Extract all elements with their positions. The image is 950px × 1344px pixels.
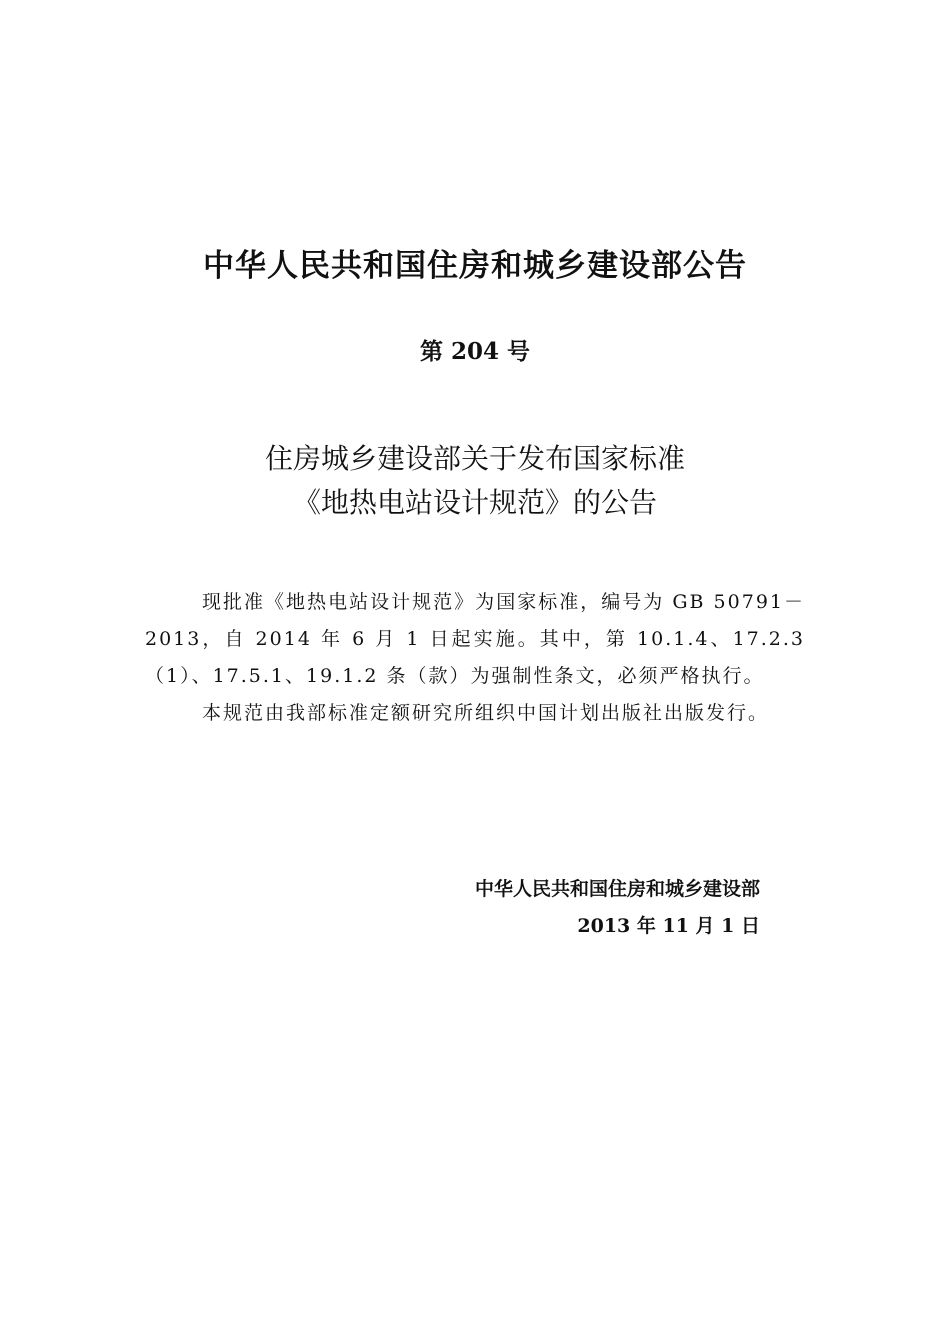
body-paragraph-approval: 现批准《地热电站设计规范》为国家标准，编号为 GB 50791－2013，自 2014 年 6 月 1 日起实施。其中，第 10.1.4、17.2.3（1）、17.5.1、19.1.2 条（款）为强制性条文，必须严格执行。 (145, 591, 805, 687)
subtitle-line-2: 《地热电站设计规范》的公告 (292, 486, 657, 519)
announcement-body (145, 584, 805, 732)
announcement-subtitle (0, 437, 950, 525)
signature-organization: 中华人民共和国住房和城乡建设部 (474, 878, 760, 900)
signature-date: 2013 年 11 月 1 日 (577, 915, 760, 937)
signature-block (475, 871, 760, 945)
body-paragraph-publication: 本规范由我部标准定额研究所组织中国计划出版社出版发行。 (202, 702, 770, 724)
notice-number: 第 204 号 (419, 338, 531, 365)
subtitle-line-1: 住房城乡建设部关于发布国家标准 (264, 442, 685, 475)
ministry-announcement-title: 中华人民共和国住房和城乡建设部公告 (203, 248, 747, 284)
